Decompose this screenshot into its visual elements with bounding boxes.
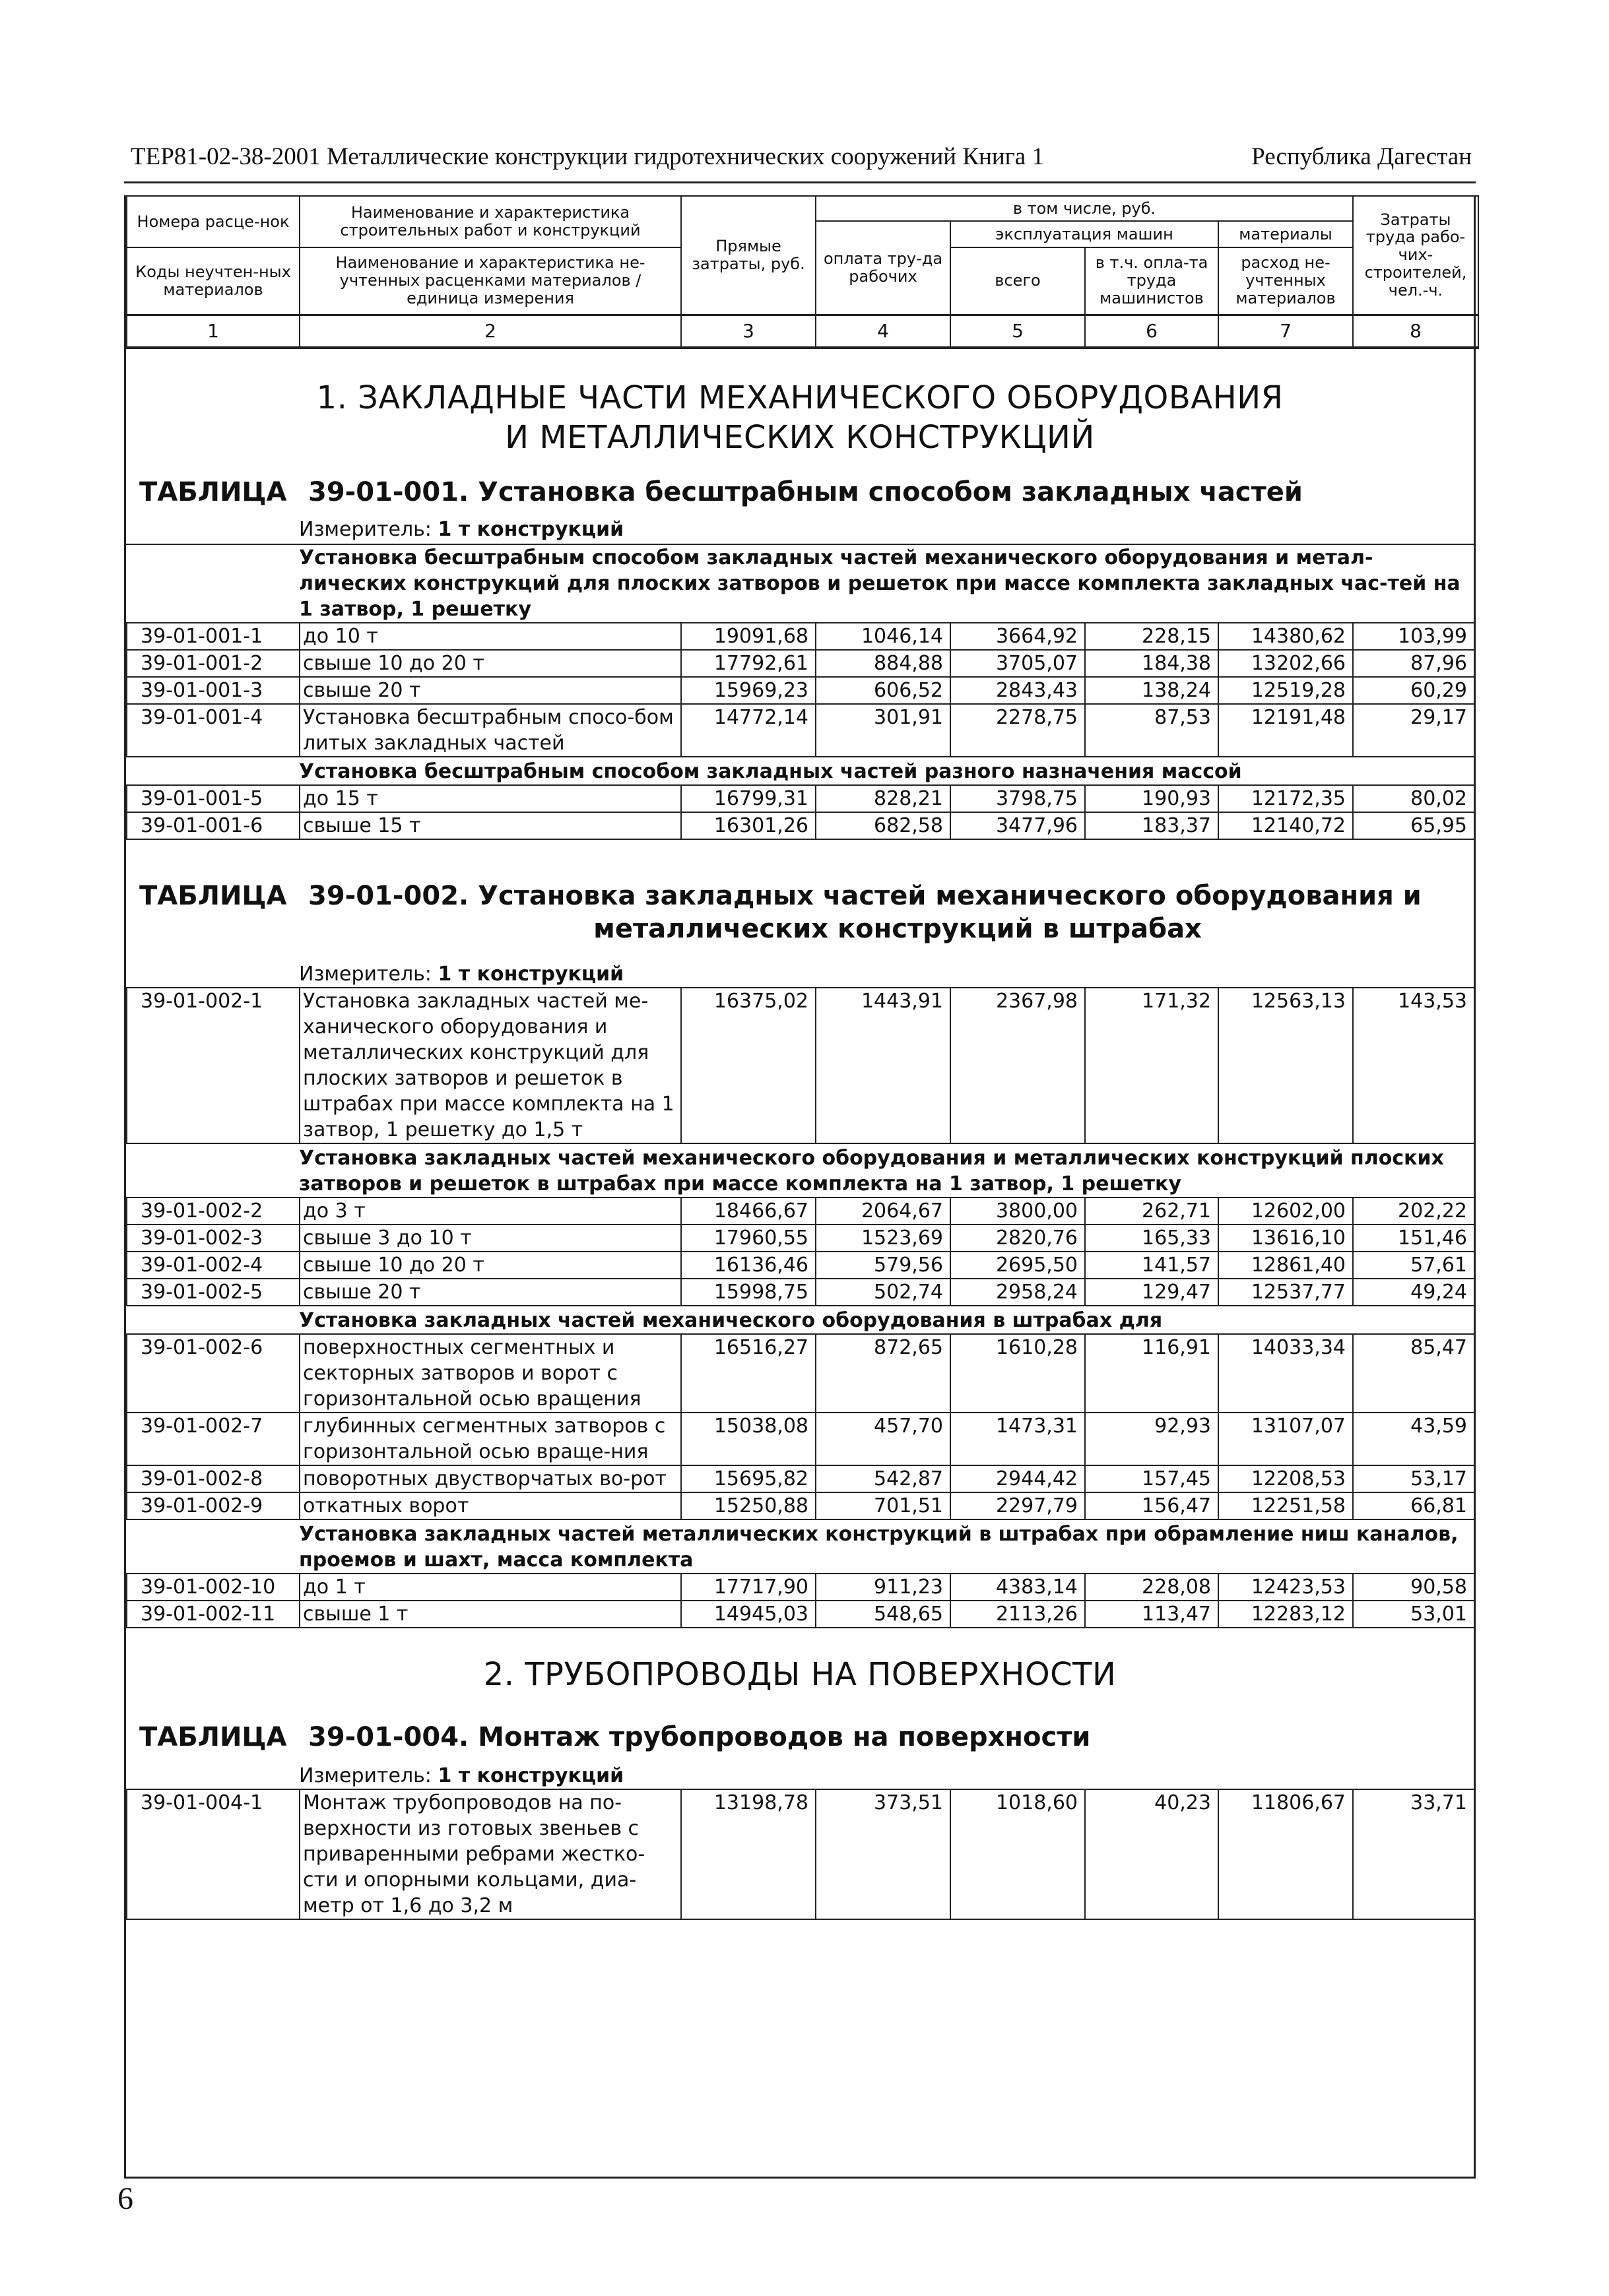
machine-costs: 2944,42 bbox=[950, 1465, 1085, 1492]
worker-wages: 682,58 bbox=[816, 812, 950, 839]
operator-wages: 183,37 bbox=[1085, 812, 1218, 839]
table-row bbox=[127, 812, 1474, 839]
machine-costs: 2958,24 bbox=[950, 1279, 1085, 1306]
section-title: 2. ТРУБОПРОВОДЫ НА ПОВЕРХНОСТИ bbox=[483, 1656, 1117, 1693]
labor-hours: 60,29 bbox=[1353, 677, 1474, 704]
work-description: откатных ворот bbox=[300, 1492, 681, 1519]
work-description: глубинных сегментных затворов с горизонтальной осью враще-ния bbox=[300, 1413, 681, 1465]
labor-hours: 80,02 bbox=[1353, 785, 1474, 812]
material-costs: 12537,77 bbox=[1218, 1279, 1353, 1306]
col-operator-wages-header: в т.ч. опла-та труда машинистов bbox=[1085, 247, 1218, 315]
table-row bbox=[127, 1574, 1474, 1601]
table-title bbox=[126, 1721, 1474, 1754]
work-description: до 1 т bbox=[300, 1574, 681, 1601]
table-label: ТАБЛИЦА bbox=[139, 477, 287, 507]
labor-hours: 151,46 bbox=[1353, 1225, 1474, 1252]
rate-code: 39-01-001-6 bbox=[127, 812, 300, 839]
direct-costs: 15998,75 bbox=[681, 1279, 816, 1306]
col-direct-costs-header: Прямые затраты, руб. bbox=[681, 196, 816, 315]
work-description: свыше 10 до 20 т bbox=[300, 1252, 681, 1279]
col-number: 8 bbox=[1353, 315, 1478, 348]
labor-hours: 33,71 bbox=[1353, 1789, 1474, 1919]
rates-table bbox=[126, 784, 1475, 840]
worker-wages: 373,51 bbox=[816, 1789, 950, 1919]
table-name: 39-01-002. Установка закладных частей механического оборудования и bbox=[308, 881, 1422, 911]
operator-wages: 92,93 bbox=[1085, 1413, 1218, 1465]
worker-wages: 872,65 bbox=[816, 1334, 950, 1413]
rates-table bbox=[126, 1789, 1475, 1920]
table-row bbox=[127, 988, 1474, 1143]
col-material-usage-header: расход не-учтенных материалов bbox=[1218, 247, 1353, 315]
column-number-row bbox=[127, 315, 1478, 348]
machine-costs: 2843,43 bbox=[950, 677, 1085, 704]
work-description: свыше 10 до 20 т bbox=[300, 650, 681, 677]
rate-code: 39-01-002-5 bbox=[127, 1279, 300, 1306]
table-label: ТАБЛИЦА bbox=[139, 881, 287, 911]
material-costs: 13616,10 bbox=[1218, 1225, 1353, 1252]
machine-costs: 1018,60 bbox=[950, 1789, 1085, 1919]
col-wages-header: оплата тру-да рабочих bbox=[816, 221, 950, 315]
table-row bbox=[127, 1252, 1474, 1279]
rate-code: 39-01-001-1 bbox=[127, 623, 300, 650]
material-costs: 12283,12 bbox=[1218, 1601, 1353, 1628]
rate-code: 39-01-002-7 bbox=[127, 1413, 300, 1465]
labor-hours: 103,99 bbox=[1353, 623, 1474, 650]
work-description: до 3 т bbox=[300, 1197, 681, 1225]
col-including-header: в том числе, руб. bbox=[816, 196, 1353, 221]
col-number: 6 bbox=[1085, 315, 1218, 348]
worker-wages: 457,70 bbox=[816, 1413, 950, 1465]
operator-wages: 184,38 bbox=[1085, 650, 1218, 677]
labor-hours: 143,53 bbox=[1353, 988, 1474, 1143]
worker-wages: 548,65 bbox=[816, 1601, 950, 1628]
worker-wages: 502,74 bbox=[816, 1279, 950, 1306]
material-costs: 13107,07 bbox=[1218, 1413, 1353, 1465]
machine-costs: 3477,96 bbox=[950, 812, 1085, 839]
measure-unit bbox=[126, 517, 1474, 542]
rates-table bbox=[126, 1333, 1475, 1520]
rate-code: 39-01-002-3 bbox=[127, 1225, 300, 1252]
col-code-header: Номера расце-нок bbox=[127, 196, 300, 247]
work-description: поверхностных сегментных и секторных затворов и ворот с горизонтальной осью вращения bbox=[300, 1334, 681, 1413]
worker-wages: 301,91 bbox=[816, 704, 950, 757]
rate-code: 39-01-002-8 bbox=[127, 1465, 300, 1492]
material-costs: 12423,53 bbox=[1218, 1574, 1353, 1601]
machine-costs: 2367,98 bbox=[950, 988, 1085, 1143]
table-name: 39-01-001. Установка бесштрабным способом закладных частей bbox=[308, 477, 1303, 507]
section-title-line: 1. ЗАКЛАДНЫЕ ЧАСТИ МЕХАНИЧЕСКОГО ОБОРУДОВАНИЯ bbox=[316, 379, 1284, 416]
operator-wages: 129,47 bbox=[1085, 1279, 1218, 1306]
material-costs: 12140,72 bbox=[1218, 812, 1353, 839]
col-number: 2 bbox=[300, 315, 681, 348]
col-number: 4 bbox=[816, 315, 950, 348]
page-number: 6 bbox=[117, 2181, 133, 2216]
labor-hours: 90,58 bbox=[1353, 1574, 1474, 1601]
table-title bbox=[126, 879, 1474, 945]
labor-hours: 87,96 bbox=[1353, 650, 1474, 677]
machine-costs: 4383,14 bbox=[950, 1574, 1085, 1601]
table-row bbox=[127, 623, 1474, 650]
machine-costs: 3798,75 bbox=[950, 785, 1085, 812]
table-row bbox=[127, 677, 1474, 704]
work-description: свыше 20 т bbox=[300, 1279, 681, 1306]
region-name: Республика Дагестан bbox=[1251, 143, 1472, 170]
col-number: 3 bbox=[681, 315, 816, 348]
work-description: до 15 т bbox=[300, 785, 681, 812]
rate-code: 39-01-002-1 bbox=[127, 988, 300, 1143]
table-row bbox=[127, 1225, 1474, 1252]
rate-code: 39-01-004-1 bbox=[127, 1789, 300, 1919]
direct-costs: 13198,78 bbox=[681, 1789, 816, 1919]
labor-hours: 85,47 bbox=[1353, 1334, 1474, 1413]
rates-table bbox=[126, 987, 1475, 1144]
measure-label: Измеритель: bbox=[299, 518, 432, 541]
document-title: ТЕР81-02-38-2001 Металлические конструкции гидротехнических сооружений Книга 1 bbox=[131, 143, 1044, 170]
rate-code: 39-01-002-4 bbox=[127, 1252, 300, 1279]
material-costs: 12519,28 bbox=[1218, 677, 1353, 704]
operator-wages: 228,15 bbox=[1085, 623, 1218, 650]
operator-wages: 228,08 bbox=[1085, 1574, 1218, 1601]
worker-wages: 2064,67 bbox=[816, 1197, 950, 1225]
direct-costs: 14945,03 bbox=[681, 1601, 816, 1628]
table-row bbox=[127, 1465, 1474, 1492]
rate-code: 39-01-002-11 bbox=[127, 1601, 300, 1628]
rates-table bbox=[126, 1573, 1475, 1628]
material-costs: 12208,53 bbox=[1218, 1465, 1353, 1492]
direct-costs: 16375,02 bbox=[681, 988, 816, 1143]
worker-wages: 1046,14 bbox=[816, 623, 950, 650]
machine-costs: 3705,07 bbox=[950, 650, 1085, 677]
material-costs: 14033,34 bbox=[1218, 1334, 1353, 1413]
group-heading: Установка закладных частей механического оборудования в штрабах для bbox=[299, 1309, 1163, 1332]
worker-wages: 542,87 bbox=[816, 1465, 950, 1492]
operator-wages: 262,71 bbox=[1085, 1197, 1218, 1225]
rate-code: 39-01-002-6 bbox=[127, 1334, 300, 1413]
operator-wages: 157,45 bbox=[1085, 1465, 1218, 1492]
worker-wages: 828,21 bbox=[816, 785, 950, 812]
worker-wages: 911,23 bbox=[816, 1574, 950, 1601]
group-heading: Установка закладных частей механического оборудования и металлических конструкций плоских затворов и решеток в штрабах при массе комплекта на 1 затвор, 1 решетку bbox=[299, 1147, 1444, 1196]
table-label: ТАБЛИЦА bbox=[139, 1722, 287, 1752]
rate-code: 39-01-002-2 bbox=[127, 1197, 300, 1225]
rates-table bbox=[126, 1197, 1475, 1306]
col-labor-hours-header: Затраты труда рабо-чих-строителей, чел.-ч. bbox=[1353, 196, 1478, 315]
worker-wages: 579,56 bbox=[816, 1252, 950, 1279]
labor-hours: 29,17 bbox=[1353, 704, 1474, 757]
rates-table bbox=[126, 622, 1475, 757]
table-row bbox=[127, 1334, 1474, 1413]
direct-costs: 17960,55 bbox=[681, 1225, 816, 1252]
direct-costs: 16136,46 bbox=[681, 1252, 816, 1279]
measure-unit bbox=[126, 961, 1474, 987]
operator-wages: 156,47 bbox=[1085, 1492, 1218, 1519]
direct-costs: 16301,26 bbox=[681, 812, 816, 839]
table-row bbox=[127, 1279, 1474, 1306]
work-description: Монтаж трубопроводов на по-верхности из готовых звеньев с приваренными ребрами жестко-сти и опорными кольцами, диа-метр от 1,6 до 3,2 м bbox=[300, 1789, 681, 1919]
direct-costs: 18466,67 bbox=[681, 1197, 816, 1225]
col-number: 1 bbox=[127, 315, 300, 348]
work-description: свыше 3 до 10 т bbox=[300, 1225, 681, 1252]
machine-costs: 2278,75 bbox=[950, 704, 1085, 757]
col-number: 7 bbox=[1218, 315, 1353, 348]
work-description: Установка бесштрабным спосо-бом литых закладных частей bbox=[300, 704, 681, 757]
rate-code: 39-01-001-3 bbox=[127, 677, 300, 704]
rate-code: 39-01-001-2 bbox=[127, 650, 300, 677]
col-unaccounted-materials-name-header: Наименование и характеристика не-учтенных расценками материалов / единица измерения bbox=[300, 247, 681, 315]
labor-hours: 66,81 bbox=[1353, 1492, 1474, 1519]
labor-hours: 49,24 bbox=[1353, 1279, 1474, 1306]
direct-costs: 15969,23 bbox=[681, 677, 816, 704]
labor-hours: 43,59 bbox=[1353, 1413, 1474, 1465]
group-heading: Установка закладных частей металлических конструкций в штрабах при обрамление ниш каналов, проемов и шахт, масса комплекта bbox=[299, 1523, 1459, 1572]
direct-costs: 15038,08 bbox=[681, 1413, 816, 1465]
worker-wages: 606,52 bbox=[816, 677, 950, 704]
labor-hours: 57,61 bbox=[1353, 1252, 1474, 1279]
machine-costs: 2820,76 bbox=[950, 1225, 1085, 1252]
operator-wages: 171,32 bbox=[1085, 988, 1218, 1143]
document-frame bbox=[124, 195, 1476, 2179]
labor-hours: 65,95 bbox=[1353, 812, 1474, 839]
direct-costs: 15695,82 bbox=[681, 1465, 816, 1492]
table-row bbox=[127, 1413, 1474, 1465]
work-description: свыше 20 т bbox=[300, 677, 681, 704]
material-costs: 12251,58 bbox=[1218, 1492, 1353, 1519]
work-description: свыше 15 т bbox=[300, 812, 681, 839]
material-costs: 11806,67 bbox=[1218, 1789, 1353, 1919]
machine-costs: 2297,79 bbox=[950, 1492, 1085, 1519]
direct-costs: 16799,31 bbox=[681, 785, 816, 812]
table-name: 39-01-004. Монтаж трубопроводов на поверхности bbox=[308, 1722, 1091, 1752]
table-row bbox=[127, 1789, 1474, 1919]
table-row bbox=[127, 704, 1474, 757]
labor-hours: 53,01 bbox=[1353, 1601, 1474, 1628]
group-heading: Установка бесштрабным способом закладных частей механического оборудования и метал-лических конструкций для плоских затворов и решеток при массе комплекта закладных час-тей на 1 затвор, 1 решетку bbox=[126, 544, 1474, 622]
direct-costs: 19091,68 bbox=[681, 623, 816, 650]
table-title bbox=[126, 476, 1474, 509]
operator-wages: 113,47 bbox=[1085, 1601, 1218, 1628]
labor-hours: 53,17 bbox=[1353, 1465, 1474, 1492]
section-title-line: И МЕТАЛЛИЧЕСКИХ КОНСТРУКЦИЙ bbox=[505, 419, 1095, 456]
measure-value: 1 т конструкций bbox=[438, 1764, 624, 1787]
operator-wages: 116,91 bbox=[1085, 1334, 1218, 1413]
rate-code: 39-01-001-4 bbox=[127, 704, 300, 757]
work-description: Установка закладных частей ме-ханического оборудования и металлических конструкций для плоских затворов и решеток в штрабах при массе комплекта на 1 затвор, 1 решетку до 1,5 т bbox=[300, 988, 681, 1143]
col-machines-total-header: всего bbox=[950, 247, 1085, 315]
material-costs: 12172,35 bbox=[1218, 785, 1353, 812]
rate-code: 39-01-002-10 bbox=[127, 1574, 300, 1601]
section-title bbox=[126, 378, 1474, 457]
measure-unit bbox=[126, 1763, 1474, 1789]
table-row bbox=[127, 1197, 1474, 1225]
running-header bbox=[124, 139, 1476, 183]
direct-costs: 15250,88 bbox=[681, 1492, 816, 1519]
machine-costs: 1473,31 bbox=[950, 1413, 1085, 1465]
work-description: поворотных двустворчатых во-рот bbox=[300, 1465, 681, 1492]
direct-costs: 16516,27 bbox=[681, 1334, 816, 1413]
material-costs: 12563,13 bbox=[1218, 988, 1353, 1143]
machine-costs: 3664,92 bbox=[950, 623, 1085, 650]
direct-costs: 17792,61 bbox=[681, 650, 816, 677]
group-heading: Установка бесштрабным способом закладных частей разного назначения массой bbox=[299, 760, 1242, 783]
rate-code: 39-01-002-9 bbox=[127, 1492, 300, 1519]
material-costs: 14380,62 bbox=[1218, 623, 1353, 650]
machine-costs: 1610,28 bbox=[950, 1334, 1085, 1413]
material-costs: 13202,66 bbox=[1218, 650, 1353, 677]
operator-wages: 165,33 bbox=[1085, 1225, 1218, 1252]
col-name-header: Наименование и характеристика строительных работ и конструкций bbox=[300, 196, 681, 247]
direct-costs: 14772,14 bbox=[681, 704, 816, 757]
material-costs: 12602,00 bbox=[1218, 1197, 1353, 1225]
rate-code: 39-01-001-5 bbox=[127, 785, 300, 812]
operator-wages: 40,23 bbox=[1085, 1789, 1218, 1919]
table-row bbox=[127, 650, 1474, 677]
col-unaccounted-materials-code-header: Коды неучтен-ных материалов bbox=[127, 247, 300, 315]
machine-costs: 2695,50 bbox=[950, 1252, 1085, 1279]
worker-wages: 884,88 bbox=[816, 650, 950, 677]
work-description: свыше 1 т bbox=[300, 1601, 681, 1628]
measure-value: 1 т конструкций bbox=[438, 963, 624, 986]
operator-wages: 87,53 bbox=[1085, 704, 1218, 757]
table-name-continued: металлических конструкций в штрабах bbox=[593, 914, 1202, 944]
worker-wages: 701,51 bbox=[816, 1492, 950, 1519]
measure-value: 1 т конструкций bbox=[438, 518, 624, 541]
operator-wages: 190,93 bbox=[1085, 785, 1218, 812]
machine-costs: 2113,26 bbox=[950, 1601, 1085, 1628]
table-row bbox=[127, 785, 1474, 812]
measure-label: Измеритель: bbox=[299, 963, 432, 986]
machine-costs: 3800,00 bbox=[950, 1197, 1085, 1225]
work-description: до 10 т bbox=[300, 623, 681, 650]
col-materials-header: материалы bbox=[1218, 221, 1353, 247]
material-costs: 12191,48 bbox=[1218, 704, 1353, 757]
worker-wages: 1523,69 bbox=[816, 1225, 950, 1252]
material-costs: 12861,40 bbox=[1218, 1252, 1353, 1279]
table-row bbox=[127, 1601, 1474, 1628]
operator-wages: 141,57 bbox=[1085, 1252, 1218, 1279]
col-number: 5 bbox=[950, 315, 1085, 348]
measure-label: Измеритель: bbox=[299, 1764, 432, 1787]
worker-wages: 1443,91 bbox=[816, 988, 950, 1143]
operator-wages: 138,24 bbox=[1085, 677, 1218, 704]
direct-costs: 17717,90 bbox=[681, 1574, 816, 1601]
table-row bbox=[127, 1492, 1474, 1519]
column-header-table bbox=[126, 195, 1479, 349]
labor-hours: 202,22 bbox=[1353, 1197, 1474, 1225]
col-machines-header: эксплуатация машин bbox=[950, 221, 1218, 247]
